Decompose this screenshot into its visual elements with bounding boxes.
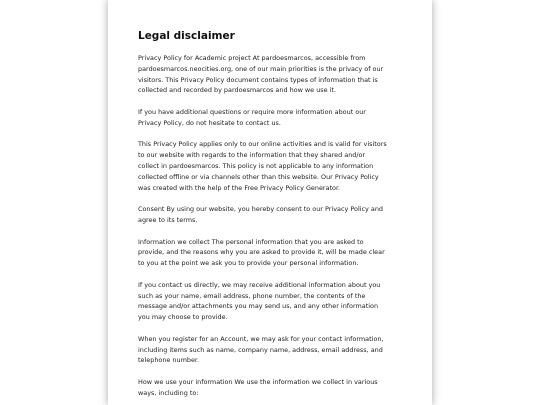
paragraph-use: How we use your information We use the information we collect in various ways, including to:	[138, 377, 378, 397]
paragraph-contact: If you contact us directly, we may receive additional information about you such as your name, email address, phone number, the contents of the message and/or attachments you may send us, and any other information you may choose to provide.	[138, 280, 381, 322]
paragraph-information-collect: Information we collect The personal information that you are asked to provide, and the reasons why you are asked to provide it, will be made clear to you at the point we ask you to provide your personal information.	[138, 237, 385, 268]
paragraph-intro: Privacy Policy for Academic project At pardoesmarcos, accessible from pardoesmarcos.neocities.org, one of our main priorities is the privacy of our visitors. This Privacy Policy document contains types of information that is collected and recorded by pardoesmarcos and how we use it.	[138, 54, 384, 95]
page-title: Legal disclaimer	[138, 30, 235, 42]
paragraph-questions: If you have additional questions or require more information about our Privacy Policy, do not hesitate to contact us.	[138, 107, 366, 127]
paragraph-scope: This Privacy Policy applies only to our online activities and is valid for visitors to our website with regards to the information that they shared and/or collect in pardoesmarcos. This policy is not applicable to any information collected offline or via channels other than this website. Our Privacy Policy was created with the help of the Free Privacy Policy Generator.	[138, 140, 387, 192]
document-page	[108, 0, 432, 405]
paragraph-consent: Consent By using our website, you hereby consent to our Privacy Policy and agree to its terms.	[138, 205, 384, 224]
paragraph-register: When you register for an Account, we may ask for your contact information, including items such as name, company name, address, email address, and telephone number.	[138, 334, 384, 365]
document-content	[138, 30, 388, 405]
